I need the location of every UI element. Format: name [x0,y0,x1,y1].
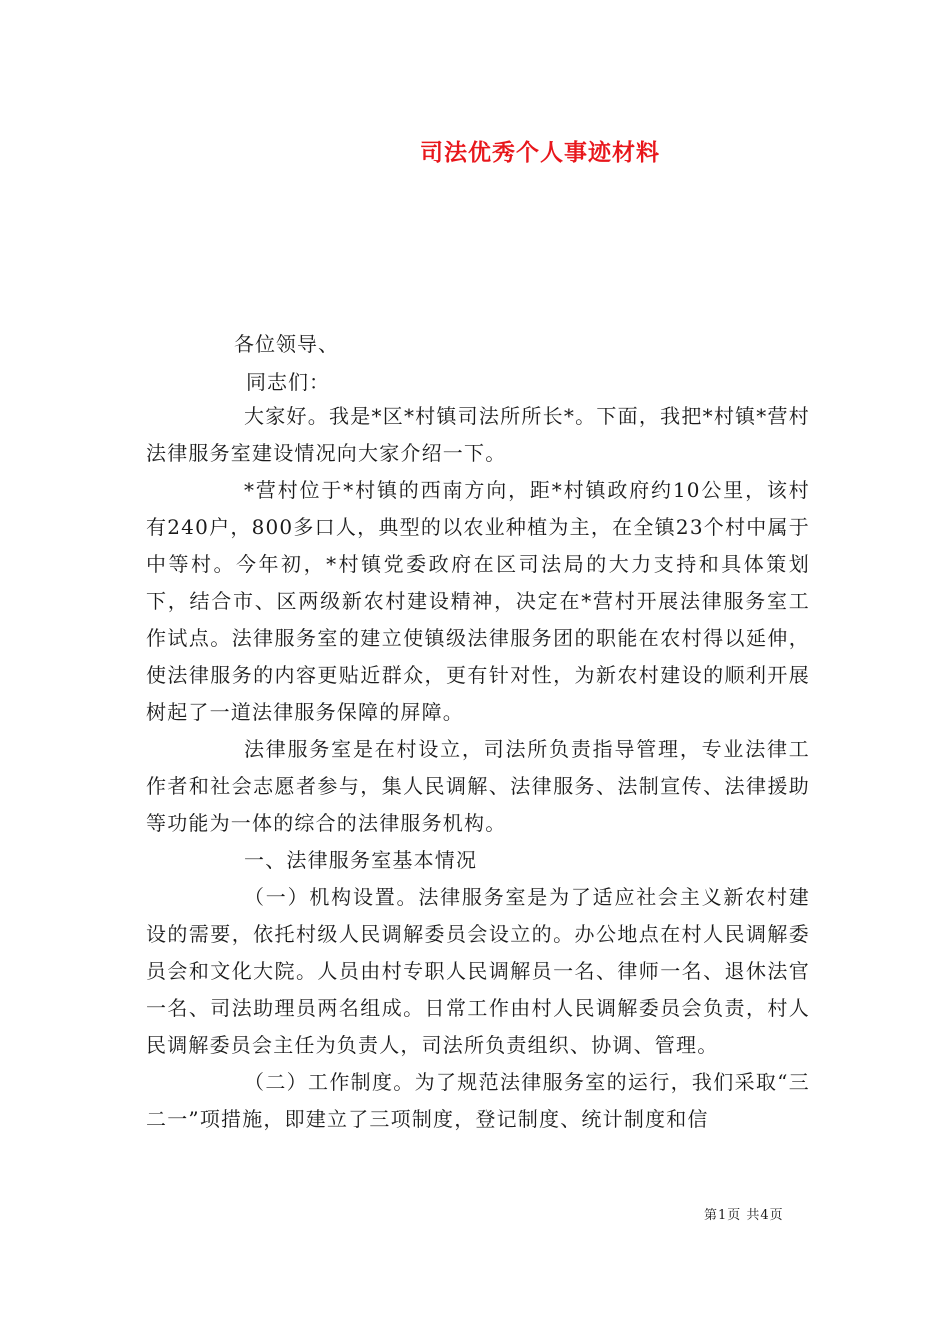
paragraph-village-overview: *营村位于*村镇的西南方向，距*村镇政府约10公里，该村有240户，800多口人，典型的以农业种植为主，在全镇23个村中属于中等村。今年初，*村镇党委政府在区司法局的大力支持和具体策划下，结合市、区两级新农村建设精神，决定在*营村开展法律服务室工作试点。法律服务室的建立使镇级法律服务团的职能在农村得以延伸，使法律服务的内容更贴近群众，更有针对性，为新农村建设的顺利开展树起了一道法律服务保障的屏障。 [146,478,810,724]
paragraph-work-system: （二）工作制度。为了规范法律服务室的运行，我们采取“三二一”项措施，即建立了三项制度，登记制度、统计制度和信 [146,1070,810,1131]
paragraph-organization: （一）机构设置。法律服务室是为了适应社会主义新农村建设的需要，依托村级人民调解委员会设立的。办公地点在村人民调解委员会和文化大院。人员由村专职人民调解员一名、律师一名、退休法官一名、司法助理员两名组成。日常工作由村人民调解委员会负责，村人民调解委员会主任为负责人，司法所负责组织、协调、管理。 [146,885,810,1057]
document-title: 司法优秀个人事迹材料 [420,139,660,166]
salutation-comrades: 同志们： [246,370,330,394]
page-number-footer: 第1页 共4页 [704,1208,784,1223]
salutation-leaders: 各位领导、 [234,332,339,356]
section-heading-basic-info: 一、法律服务室基本情况 [244,848,478,872]
paragraph-intro: 大家好。我是*区*村镇司法所所长*。下面，我把*村镇*营村法律服务室建设情况向大家介绍一下。 [146,404,810,465]
document-body [146,398,810,1138]
paragraph-service-room-definition: 法律服务室是在村设立，司法所负责指导管理，专业法律工作者和社会志愿者参与，集人民调解、法律服务、法制宣传、法律援助等功能为一体的综合的法律服务机构。 [146,737,810,835]
